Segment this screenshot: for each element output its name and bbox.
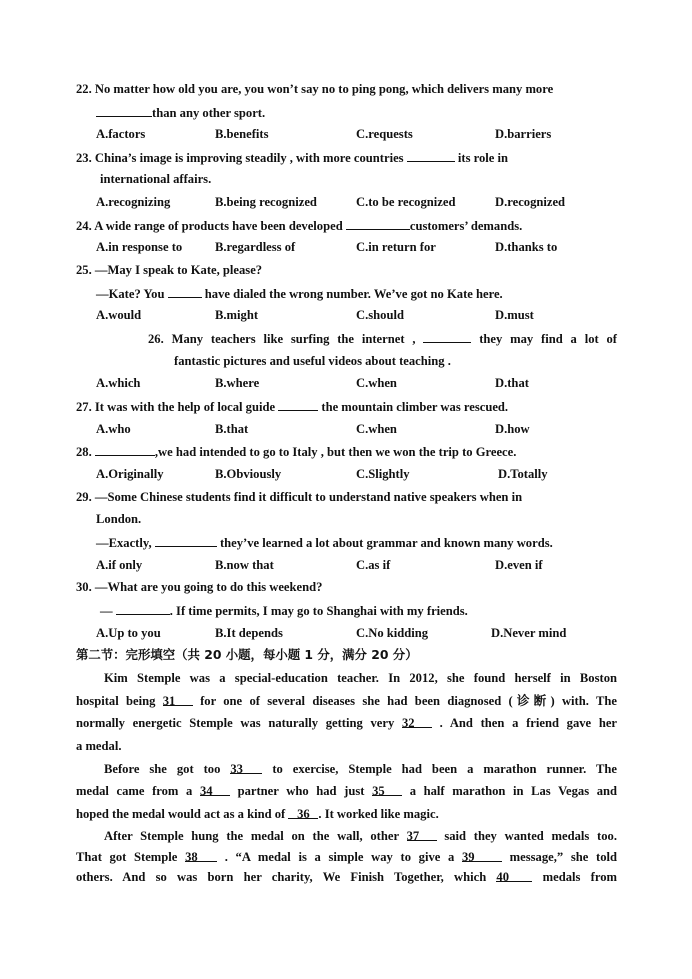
question-28-option-b[interactable]: B.Obviously xyxy=(215,467,282,481)
question-27-option-c[interactable]: C.when xyxy=(356,422,397,436)
cloze-blank-35[interactable] xyxy=(372,783,402,796)
passage-text: medals from xyxy=(542,870,617,884)
cloze-number: 31 xyxy=(162,694,176,708)
question-28-option-c[interactable]: C.Slightly xyxy=(356,467,410,481)
question-24-option-c[interactable]: C.in return for xyxy=(356,240,436,254)
cloze-blank-37[interactable] xyxy=(407,828,437,841)
question-22-option-d[interactable]: D.barriers xyxy=(495,127,552,141)
answer-blank[interactable] xyxy=(96,104,152,117)
cloze-number: 38 xyxy=(185,850,198,864)
question-25-stem-text: —Kate? You xyxy=(96,287,165,301)
question-26-option-b[interactable]: B.where xyxy=(215,376,260,390)
question-24-option-d[interactable]: D.thanks to xyxy=(495,240,558,254)
cloze-number: 40 xyxy=(496,870,510,884)
passage-p3-line3 xyxy=(76,869,617,885)
passage-text: . And then a friend gave her xyxy=(439,716,618,730)
question-29-option-d[interactable]: D.even if xyxy=(495,558,543,572)
question-26-option-a[interactable]: A.which xyxy=(96,376,141,390)
answer-blank[interactable] xyxy=(346,217,410,230)
passage-p3-line2 xyxy=(76,849,617,865)
passage-p2-line3 xyxy=(76,806,439,822)
question-29-stem-line1: 29. —Some Chinese students find it difficult to understand native speakers when in xyxy=(76,490,523,504)
cloze-blank-34[interactable] xyxy=(200,783,230,796)
question-28-stem-text: ,we had intended to go to Italy , but then we won the trip to Greece. xyxy=(154,445,517,459)
question-30-option-c[interactable]: C.No kidding xyxy=(356,626,429,640)
question-23-stem-text: 23. China’s image is improving steadily , with more countries xyxy=(76,151,404,165)
cloze-number: 39 xyxy=(461,850,475,864)
question-24-stem-text: 24. A wide range of products have been developed xyxy=(76,219,343,233)
question-27-option-d[interactable]: D.how xyxy=(495,422,530,436)
cloze-blank-32[interactable] xyxy=(402,715,432,728)
question-30-option-b[interactable]: B.It depends xyxy=(215,626,283,640)
question-25-stem-text-2: have dialed the wrong number. We’ve got no Kate here. xyxy=(204,287,503,301)
cloze-blank-33[interactable] xyxy=(230,761,262,774)
question-22-stem-line2 xyxy=(96,104,265,121)
passage-text: a half marathon in Las Vegas and xyxy=(409,784,618,798)
question-27-stem-text-2: the mountain climber was rescued. xyxy=(321,400,509,414)
question-22-option-a[interactable]: A.factors xyxy=(96,127,146,141)
answer-blank[interactable] xyxy=(278,398,318,411)
passage-text: After Stemple hung the medal on the wall, other xyxy=(104,829,399,843)
question-25-option-b[interactable]: B.might xyxy=(215,308,259,322)
question-23-option-b[interactable]: B.being recognized xyxy=(215,195,317,209)
answer-blank[interactable] xyxy=(407,149,455,162)
question-25-option-d[interactable]: D.must xyxy=(495,308,534,322)
question-24-stem-text-2: customers’ demands. xyxy=(409,219,523,233)
question-23-stem-line2: international affairs. xyxy=(100,172,212,186)
question-26-stem-text: 26. Many teachers like surfing the internet , xyxy=(148,332,416,346)
passage-text: Before she got too xyxy=(104,762,221,776)
passage-p1-line2 xyxy=(76,693,617,709)
cloze-blank-39[interactable] xyxy=(462,849,502,862)
answer-blank[interactable] xyxy=(95,443,155,456)
question-26-option-d[interactable]: D.that xyxy=(495,376,529,390)
cloze-blank-40[interactable] xyxy=(496,869,532,882)
cloze-number: 37 xyxy=(406,829,420,843)
passage-text: . “A medal is a simple way to give a xyxy=(224,850,455,864)
passage-p3-line1 xyxy=(104,828,617,844)
answer-blank[interactable] xyxy=(155,534,217,547)
question-30-stem-line2 xyxy=(100,602,468,619)
question-29-stem-text-2: they’ve learned a lot about grammar and known many words. xyxy=(219,536,553,550)
question-27-option-b[interactable]: B.that xyxy=(215,422,249,436)
question-25-stem-line1: 25. —May I speak to Kate, please? xyxy=(76,263,263,277)
question-25-option-a[interactable]: A.would xyxy=(96,308,142,322)
question-24-option-b[interactable]: B.regardless of xyxy=(215,240,296,254)
question-29-option-b[interactable]: B.now that xyxy=(215,558,274,572)
passage-text: medal came from a xyxy=(76,784,193,798)
question-27-stem-text: 27. It was with the help of local guide xyxy=(76,400,276,414)
question-29-option-c[interactable]: C.as if xyxy=(356,558,391,572)
question-25-stem-line2 xyxy=(96,285,503,302)
passage-p2-line2 xyxy=(76,783,617,799)
answer-blank[interactable] xyxy=(168,285,202,298)
question-22-stem-line1: 22. No matter how old you are, you won’t say no to ping pong, which delivers many more xyxy=(76,82,554,96)
question-30-option-d[interactable]: D.Never mind xyxy=(491,626,567,640)
section-heading: 第二节：完形填空（共 20 小题，每小题 1 分，满分 20 分） xyxy=(76,647,418,662)
cloze-number: 32 xyxy=(401,716,415,730)
question-29-stem-line2: London. xyxy=(96,512,142,526)
question-22-stem-text: than any other sport. xyxy=(152,106,266,120)
answer-blank[interactable] xyxy=(423,330,471,343)
cloze-blank-36[interactable] xyxy=(288,806,318,819)
question-28-option-d[interactable]: D.Totally xyxy=(498,467,548,481)
passage-text: others. And so was born her charity, We Finish Together, which xyxy=(76,870,487,884)
question-23-stem-text-2: its role in xyxy=(457,151,509,165)
passage-text: message,” she told xyxy=(509,850,617,864)
cloze-number: 34 xyxy=(199,784,213,798)
question-27-stem-line1 xyxy=(76,398,508,415)
passage-p1-line4: a medal. xyxy=(76,739,122,753)
question-26-option-c[interactable]: C.when xyxy=(356,376,397,390)
question-28-number: 28. xyxy=(76,445,92,459)
cloze-number: 35 xyxy=(372,784,385,798)
question-26-stem-text-2: they may find a lot of xyxy=(479,332,618,346)
question-23-option-c[interactable]: C.to be recognized xyxy=(356,195,456,209)
passage-text: . It worked like magic. xyxy=(318,807,439,821)
question-29-stem-line3 xyxy=(96,534,553,551)
passage-p1-line3 xyxy=(76,715,617,731)
passage-text: hospital being xyxy=(76,694,156,708)
question-26-stem-line1 xyxy=(148,330,617,347)
question-27-option-a[interactable]: A.who xyxy=(96,422,131,436)
question-23-option-a[interactable]: A.recognizing xyxy=(96,195,171,209)
question-28-option-a[interactable]: A.Originally xyxy=(96,467,164,481)
question-28-stem-line1 xyxy=(76,443,516,460)
question-29-option-a[interactable]: A.if only xyxy=(96,558,143,572)
question-30-stem-line1: 30. —What are you going to do this weekend? xyxy=(76,580,323,594)
passage-text: to exercise, Stemple had been a marathon runner. The xyxy=(272,762,617,776)
question-25-option-c[interactable]: C.should xyxy=(356,308,404,322)
passage-p1-line1: Kim Stemple was a special-education teacher. In 2012, she found herself in Boston xyxy=(104,671,617,685)
question-22-option-b[interactable]: B.benefits xyxy=(215,127,269,141)
question-24-stem-line1 xyxy=(76,217,522,234)
passage-text: hoped the medal would act as a kind of xyxy=(76,807,286,821)
cloze-number: 33 xyxy=(230,762,243,776)
passage-text: said they wanted medals too. xyxy=(444,829,617,843)
question-30-stem-text: . If time permits, I may go to Shanghai with my friends. xyxy=(169,604,468,618)
cloze-number: 36 xyxy=(297,807,310,821)
passage-text: partner who had just xyxy=(237,784,365,798)
question-24-option-a[interactable]: A.in response to xyxy=(96,240,183,254)
question-29-stem-text: —Exactly, xyxy=(96,536,152,550)
question-26-stem-line2: fantastic pictures and useful videos about teaching . xyxy=(174,354,451,368)
passage-p2-line1 xyxy=(104,761,617,777)
question-30-option-a[interactable]: A.Up to you xyxy=(96,626,161,640)
cloze-blank-31[interactable] xyxy=(163,693,193,706)
answer-blank[interactable] xyxy=(116,602,170,615)
cloze-blank-38[interactable] xyxy=(185,849,217,862)
passage-text: That got Stemple xyxy=(76,850,178,864)
passage-text: normally energetic Stemple was naturally getting very xyxy=(76,716,395,730)
question-22-option-c[interactable]: C.requests xyxy=(356,127,413,141)
question-23-stem-line1 xyxy=(76,149,508,166)
question-30-dash: — xyxy=(100,604,113,618)
question-23-option-d[interactable]: D.recognized xyxy=(495,195,566,209)
passage-text: for one of several diseases she had been diagnosed (诊断) with. The xyxy=(200,694,617,708)
